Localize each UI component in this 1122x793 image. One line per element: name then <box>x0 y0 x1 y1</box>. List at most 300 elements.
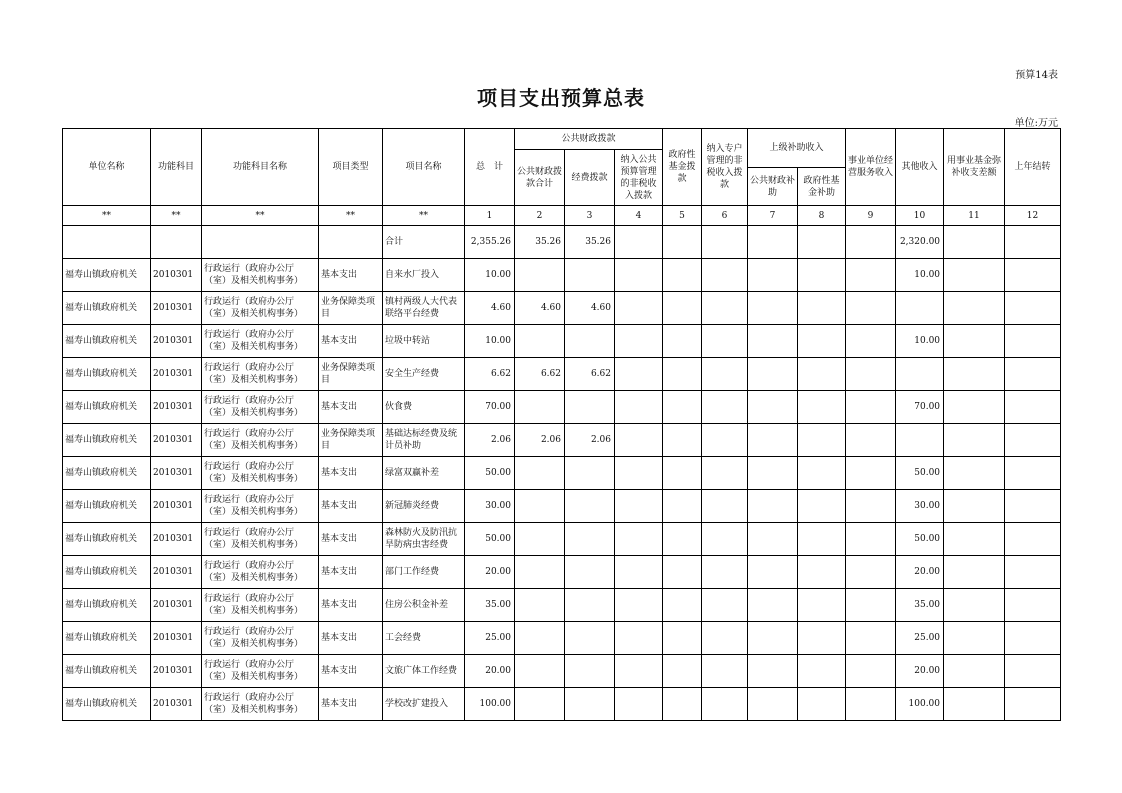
gov-fund-cell <box>663 589 702 622</box>
service-income-cell <box>846 655 896 688</box>
total-other-income: 2,320.00 <box>896 226 944 259</box>
func-code-cell: 2010301 <box>151 556 202 589</box>
public-fiscal-subsidy-cell <box>748 490 798 523</box>
last-year-cell <box>1005 589 1061 622</box>
operating-funds-cell <box>565 391 615 424</box>
gov-fund-subsidy-cell <box>798 325 846 358</box>
header-total: 总 计 <box>465 129 515 206</box>
operating-funds-cell <box>565 259 615 292</box>
column-index-cell: ** <box>319 206 383 226</box>
column-index-row <box>63 206 1061 226</box>
project-type-cell: 基本支出 <box>319 325 383 358</box>
total-cell: 20.00 <box>465 556 515 589</box>
table-row <box>63 523 1061 556</box>
fund-balance-cell <box>944 688 1005 721</box>
header-service-income: 事业单位经营服务收入 <box>846 129 896 206</box>
total-service-income <box>846 226 896 259</box>
other-income-cell: 25.00 <box>896 622 944 655</box>
project-type-cell: 基本支出 <box>319 622 383 655</box>
public-fiscal-subsidy-cell <box>748 259 798 292</box>
budget-nontax-cell <box>615 688 663 721</box>
column-index-cell: ** <box>383 206 465 226</box>
last-year-cell <box>1005 523 1061 556</box>
func-code-cell: 2010301 <box>151 292 202 325</box>
header-public-fiscal-subtotal: 公共财政拨款合计 <box>515 150 565 206</box>
page-title: 项目支出预算总表 <box>477 86 645 110</box>
gov-fund-subsidy-cell <box>798 688 846 721</box>
func-name-cell: 行政运行（政府办公厅（室）及相关机构事务） <box>202 391 319 424</box>
special-nontax-cell <box>702 259 748 292</box>
func-code-cell: 2010301 <box>151 655 202 688</box>
total-special-nontax <box>702 226 748 259</box>
total-type-cell <box>319 226 383 259</box>
column-index-cell: 1 <box>465 206 515 226</box>
table-row <box>63 622 1061 655</box>
total-operating-funds: 35.26 <box>565 226 615 259</box>
public-fiscal-subsidy-cell <box>748 292 798 325</box>
fund-balance-cell <box>944 292 1005 325</box>
budget-nontax-cell <box>615 655 663 688</box>
public-fiscal-subtotal-cell <box>515 391 565 424</box>
column-index-cell: 10 <box>896 206 944 226</box>
budget-nontax-cell <box>615 589 663 622</box>
column-index-cell: 7 <box>748 206 798 226</box>
column-index-cell: 5 <box>663 206 702 226</box>
gov-fund-cell <box>663 457 702 490</box>
gov-fund-cell <box>663 391 702 424</box>
column-index-cell: 11 <box>944 206 1005 226</box>
last-year-cell <box>1005 688 1061 721</box>
project-name-cell: 部门工作经费 <box>383 556 465 589</box>
other-income-cell: 70.00 <box>896 391 944 424</box>
column-index-cell: 2 <box>515 206 565 226</box>
project-name-cell: 森林防火及防汛抗旱防病虫害经费 <box>383 523 465 556</box>
func-name-cell: 行政运行（政府办公厅（室）及相关机构事务） <box>202 457 319 490</box>
gov-fund-cell <box>663 688 702 721</box>
project-type-cell: 业务保障类项目 <box>319 424 383 457</box>
project-name-cell: 新冠肺炎经费 <box>383 490 465 523</box>
special-nontax-cell <box>702 622 748 655</box>
total-gov-fund <box>663 226 702 259</box>
special-nontax-cell <box>702 457 748 490</box>
table-row <box>63 457 1061 490</box>
project-name-cell: 住房公积金补差 <box>383 589 465 622</box>
fund-balance-cell <box>944 655 1005 688</box>
total-unit-cell <box>63 226 151 259</box>
func-code-cell: 2010301 <box>151 622 202 655</box>
header-row-1 <box>63 129 1061 150</box>
public-fiscal-subtotal-cell <box>515 325 565 358</box>
unit-name-cell: 福寿山镇政府机关 <box>63 259 151 292</box>
project-name-cell: 工会经费 <box>383 622 465 655</box>
public-fiscal-subsidy-cell <box>748 457 798 490</box>
total-cell: 35.00 <box>465 589 515 622</box>
last-year-cell <box>1005 292 1061 325</box>
public-fiscal-subsidy-cell <box>748 391 798 424</box>
last-year-cell <box>1005 490 1061 523</box>
total-cell: 10.00 <box>465 325 515 358</box>
gov-fund-subsidy-cell <box>798 523 846 556</box>
func-code-cell: 2010301 <box>151 688 202 721</box>
project-type-cell: 业务保障类项目 <box>319 292 383 325</box>
func-name-cell: 行政运行（政府办公厅（室）及相关机构事务） <box>202 292 319 325</box>
other-income-cell <box>896 424 944 457</box>
fund-balance-cell <box>944 556 1005 589</box>
total-row <box>63 226 1061 259</box>
project-name-cell: 文旅广体工作经费 <box>383 655 465 688</box>
header-project-name: 项目名称 <box>383 129 465 206</box>
other-income-cell: 20.00 <box>896 655 944 688</box>
func-name-cell: 行政运行（政府办公厅（室）及相关机构事务） <box>202 589 319 622</box>
total-fund-balance <box>944 226 1005 259</box>
special-nontax-cell <box>702 292 748 325</box>
service-income-cell <box>846 688 896 721</box>
func-name-cell: 行政运行（政府办公厅（室）及相关机构事务） <box>202 325 319 358</box>
gov-fund-cell <box>663 523 702 556</box>
total-code-cell <box>151 226 202 259</box>
func-code-cell: 2010301 <box>151 259 202 292</box>
public-fiscal-subtotal-cell <box>515 523 565 556</box>
budget-nontax-cell <box>615 424 663 457</box>
service-income-cell <box>846 556 896 589</box>
last-year-cell <box>1005 391 1061 424</box>
service-income-cell <box>846 391 896 424</box>
public-fiscal-subtotal-cell <box>515 589 565 622</box>
header-last-year: 上年结转 <box>1005 129 1061 206</box>
unit-name-cell: 福寿山镇政府机关 <box>63 655 151 688</box>
func-name-cell: 行政运行（政府办公厅（室）及相关机构事务） <box>202 523 319 556</box>
fund-balance-cell <box>944 391 1005 424</box>
service-income-cell <box>846 424 896 457</box>
public-fiscal-subtotal-cell <box>515 556 565 589</box>
column-index-cell: ** <box>63 206 151 226</box>
budget-nontax-cell <box>615 523 663 556</box>
service-income-cell <box>846 259 896 292</box>
project-name-cell: 镇村两级人大代表联络平台经费 <box>383 292 465 325</box>
gov-fund-subsidy-cell <box>798 424 846 457</box>
project-type-cell: 基本支出 <box>319 391 383 424</box>
func-code-cell: 2010301 <box>151 424 202 457</box>
func-code-cell: 2010301 <box>151 523 202 556</box>
project-type-cell: 业务保障类项目 <box>319 358 383 391</box>
budget-nontax-cell <box>615 358 663 391</box>
column-index-cell: 8 <box>798 206 846 226</box>
total-cell: 100.00 <box>465 688 515 721</box>
total-func-cell <box>202 226 319 259</box>
service-income-cell <box>846 358 896 391</box>
public-fiscal-subsidy-cell <box>748 556 798 589</box>
func-name-cell: 行政运行（政府办公厅（室）及相关机构事务） <box>202 688 319 721</box>
unit-name-cell: 福寿山镇政府机关 <box>63 325 151 358</box>
operating-funds-cell: 2.06 <box>565 424 615 457</box>
gov-fund-subsidy-cell <box>798 655 846 688</box>
last-year-cell <box>1005 424 1061 457</box>
operating-funds-cell <box>565 490 615 523</box>
column-index-cell: 9 <box>846 206 896 226</box>
special-nontax-cell <box>702 391 748 424</box>
column-index-cell: 4 <box>615 206 663 226</box>
public-fiscal-subtotal-cell: 4.60 <box>515 292 565 325</box>
public-fiscal-subtotal-cell <box>515 655 565 688</box>
gov-fund-cell <box>663 259 702 292</box>
other-income-cell: 20.00 <box>896 556 944 589</box>
gov-fund-subsidy-cell <box>798 358 846 391</box>
table-row <box>63 424 1061 457</box>
special-nontax-cell <box>702 523 748 556</box>
budget-nontax-cell <box>615 457 663 490</box>
service-income-cell <box>846 622 896 655</box>
budget-nontax-cell <box>615 292 663 325</box>
table-row <box>63 490 1061 523</box>
project-name-cell: 垃圾中转站 <box>383 325 465 358</box>
gov-fund-subsidy-cell <box>798 622 846 655</box>
func-code-cell: 2010301 <box>151 457 202 490</box>
gov-fund-cell <box>663 622 702 655</box>
fund-balance-cell <box>944 259 1005 292</box>
func-code-cell: 2010301 <box>151 589 202 622</box>
table-row <box>63 688 1061 721</box>
gov-fund-subsidy-cell <box>798 457 846 490</box>
operating-funds-cell <box>565 556 615 589</box>
last-year-cell <box>1005 325 1061 358</box>
fund-balance-cell <box>944 325 1005 358</box>
unit-name-cell: 福寿山镇政府机关 <box>63 688 151 721</box>
special-nontax-cell <box>702 358 748 391</box>
project-type-cell: 基本支出 <box>319 688 383 721</box>
other-income-cell: 35.00 <box>896 589 944 622</box>
header-superior-subsidy: 上级补助收入 <box>748 129 846 168</box>
budget-table <box>62 128 1061 721</box>
public-fiscal-subtotal-cell: 2.06 <box>515 424 565 457</box>
table-row <box>63 655 1061 688</box>
service-income-cell <box>846 523 896 556</box>
last-year-cell <box>1005 655 1061 688</box>
total-cell: 6.62 <box>465 358 515 391</box>
gov-fund-cell <box>663 292 702 325</box>
unit-name-cell: 福寿山镇政府机关 <box>63 424 151 457</box>
column-index-cell: 3 <box>565 206 615 226</box>
header-project-type: 项目类型 <box>319 129 383 206</box>
operating-funds-cell <box>565 325 615 358</box>
header-func-code: 功能科目 <box>151 129 202 206</box>
project-name-cell: 学校改扩建投入 <box>383 688 465 721</box>
func-name-cell: 行政运行（政府办公厅（室）及相关机构事务） <box>202 424 319 457</box>
table-row <box>63 358 1061 391</box>
project-type-cell: 基本支出 <box>319 523 383 556</box>
total-cell: 50.00 <box>465 457 515 490</box>
operating-funds-cell <box>565 655 615 688</box>
public-fiscal-subsidy-cell <box>748 358 798 391</box>
service-income-cell <box>846 457 896 490</box>
gov-fund-cell <box>663 325 702 358</box>
other-income-cell: 10.00 <box>896 259 944 292</box>
table-row <box>63 589 1061 622</box>
func-name-cell: 行政运行（政府办公厅（室）及相关机构事务） <box>202 622 319 655</box>
gov-fund-subsidy-cell <box>798 259 846 292</box>
project-type-cell: 基本支出 <box>319 259 383 292</box>
service-income-cell <box>846 292 896 325</box>
project-type-cell: 基本支出 <box>319 457 383 490</box>
func-code-cell: 2010301 <box>151 325 202 358</box>
total-last-year <box>1005 226 1061 259</box>
fund-balance-cell <box>944 622 1005 655</box>
special-nontax-cell <box>702 589 748 622</box>
service-income-cell <box>846 325 896 358</box>
public-fiscal-subtotal-cell <box>515 457 565 490</box>
public-fiscal-subsidy-cell <box>748 688 798 721</box>
unit-name-cell: 福寿山镇政府机关 <box>63 556 151 589</box>
total-budget-nontax <box>615 226 663 259</box>
other-income-cell: 30.00 <box>896 490 944 523</box>
table-row <box>63 259 1061 292</box>
operating-funds-cell: 4.60 <box>565 292 615 325</box>
operating-funds-cell <box>565 589 615 622</box>
gov-fund-subsidy-cell <box>798 391 846 424</box>
gov-fund-cell <box>663 424 702 457</box>
func-name-cell: 行政运行（政府办公厅（室）及相关机构事务） <box>202 490 319 523</box>
special-nontax-cell <box>702 655 748 688</box>
gov-fund-subsidy-cell <box>798 490 846 523</box>
form-number: 预算14表 <box>1015 70 1058 81</box>
fund-balance-cell <box>944 490 1005 523</box>
public-fiscal-subsidy-cell <box>748 325 798 358</box>
special-nontax-cell <box>702 556 748 589</box>
func-name-cell: 行政运行（政府办公厅（室）及相关机构事务） <box>202 556 319 589</box>
budget-nontax-cell <box>615 259 663 292</box>
total-gov-fund-subsidy <box>798 226 846 259</box>
last-year-cell <box>1005 622 1061 655</box>
gov-fund-cell <box>663 655 702 688</box>
total-cell: 70.00 <box>465 391 515 424</box>
last-year-cell <box>1005 457 1061 490</box>
other-income-cell: 100.00 <box>896 688 944 721</box>
public-fiscal-subsidy-cell <box>748 622 798 655</box>
column-index-cell: ** <box>151 206 202 226</box>
budget-nontax-cell <box>615 325 663 358</box>
table-row <box>63 556 1061 589</box>
public-fiscal-subsidy-cell <box>748 424 798 457</box>
unit-name-cell: 福寿山镇政府机关 <box>63 457 151 490</box>
fund-balance-cell <box>944 589 1005 622</box>
public-fiscal-subtotal-cell <box>515 622 565 655</box>
other-income-cell: 50.00 <box>896 523 944 556</box>
operating-funds-cell <box>565 688 615 721</box>
special-nontax-cell <box>702 490 748 523</box>
header-public-fiscal-subsidy: 公共财政补助 <box>748 168 798 206</box>
func-code-cell: 2010301 <box>151 490 202 523</box>
func-name-cell: 行政运行（政府办公厅（室）及相关机构事务） <box>202 358 319 391</box>
project-name-cell: 基础达标经费及统计员补助 <box>383 424 465 457</box>
fund-balance-cell <box>944 424 1005 457</box>
public-fiscal-subsidy-cell <box>748 655 798 688</box>
func-code-cell: 2010301 <box>151 358 202 391</box>
project-name-cell: 安全生产经费 <box>383 358 465 391</box>
operating-funds-cell <box>565 622 615 655</box>
column-index-cell: ** <box>202 206 319 226</box>
header-public-fiscal: 公共财政拨款 <box>515 129 663 150</box>
public-fiscal-subtotal-cell <box>515 259 565 292</box>
fund-balance-cell <box>944 523 1005 556</box>
project-name-cell: 绿富双赢补差 <box>383 457 465 490</box>
unit-name-cell: 福寿山镇政府机关 <box>63 292 151 325</box>
other-income-cell: 50.00 <box>896 457 944 490</box>
other-income-cell <box>896 358 944 391</box>
gov-fund-cell <box>663 358 702 391</box>
column-index-cell: 6 <box>702 206 748 226</box>
operating-funds-cell <box>565 523 615 556</box>
public-fiscal-subsidy-cell <box>748 523 798 556</box>
total-public-fiscal-subtotal: 35.26 <box>515 226 565 259</box>
unit-name-cell: 福寿山镇政府机关 <box>63 523 151 556</box>
func-name-cell: 行政运行（政府办公厅（室）及相关机构事务） <box>202 655 319 688</box>
header-operating-funds: 经费拨款 <box>565 150 615 206</box>
other-income-cell <box>896 292 944 325</box>
special-nontax-cell <box>702 688 748 721</box>
gov-fund-cell <box>663 556 702 589</box>
total-cell: 10.00 <box>465 259 515 292</box>
service-income-cell <box>846 490 896 523</box>
public-fiscal-subtotal-cell: 6.62 <box>515 358 565 391</box>
operating-funds-cell: 6.62 <box>565 358 615 391</box>
public-fiscal-subtotal-cell <box>515 688 565 721</box>
data-rows <box>63 259 1061 721</box>
unit-name-cell: 福寿山镇政府机关 <box>63 391 151 424</box>
public-fiscal-subtotal-cell <box>515 490 565 523</box>
total-cell: 4.60 <box>465 292 515 325</box>
budget-nontax-cell <box>615 556 663 589</box>
last-year-cell <box>1005 556 1061 589</box>
budget-nontax-cell <box>615 622 663 655</box>
header-gov-fund-subsidy: 政府性基金补助 <box>798 168 846 206</box>
total-public-fiscal-subsidy <box>748 226 798 259</box>
func-code-cell: 2010301 <box>151 391 202 424</box>
last-year-cell <box>1005 358 1061 391</box>
gov-fund-cell <box>663 490 702 523</box>
public-fiscal-subsidy-cell <box>748 589 798 622</box>
gov-fund-subsidy-cell <box>798 589 846 622</box>
header-special-nontax: 纳入专户管理的非税收入拨款 <box>702 129 748 206</box>
operating-funds-cell <box>565 457 615 490</box>
table-row <box>63 325 1061 358</box>
project-type-cell: 基本支出 <box>319 655 383 688</box>
header-other-income: 其他收入 <box>896 129 944 206</box>
column-index-cell: 12 <box>1005 206 1061 226</box>
table-row <box>63 292 1061 325</box>
unit-name-cell: 福寿山镇政府机关 <box>63 589 151 622</box>
fund-balance-cell <box>944 358 1005 391</box>
unit-name-cell: 福寿山镇政府机关 <box>63 358 151 391</box>
total-cell: 20.00 <box>465 655 515 688</box>
unit-name-cell: 福寿山镇政府机关 <box>63 490 151 523</box>
project-type-cell: 基本支出 <box>319 490 383 523</box>
table-row <box>63 391 1061 424</box>
header-gov-fund: 政府性基金拨款 <box>663 129 702 206</box>
project-name-cell: 伙食费 <box>383 391 465 424</box>
special-nontax-cell <box>702 325 748 358</box>
special-nontax-cell <box>702 424 748 457</box>
last-year-cell <box>1005 259 1061 292</box>
total-amount: 2,355.26 <box>465 226 515 259</box>
total-cell: 50.00 <box>465 523 515 556</box>
header-unit-name: 单位名称 <box>63 129 151 206</box>
budget-nontax-cell <box>615 490 663 523</box>
project-type-cell: 基本支出 <box>319 556 383 589</box>
project-type-cell: 基本支出 <box>319 589 383 622</box>
gov-fund-subsidy-cell <box>798 556 846 589</box>
header-budget-nontax: 纳入公共预算管理的非税收入拨款 <box>615 150 663 206</box>
total-cell: 25.00 <box>465 622 515 655</box>
service-income-cell <box>846 589 896 622</box>
